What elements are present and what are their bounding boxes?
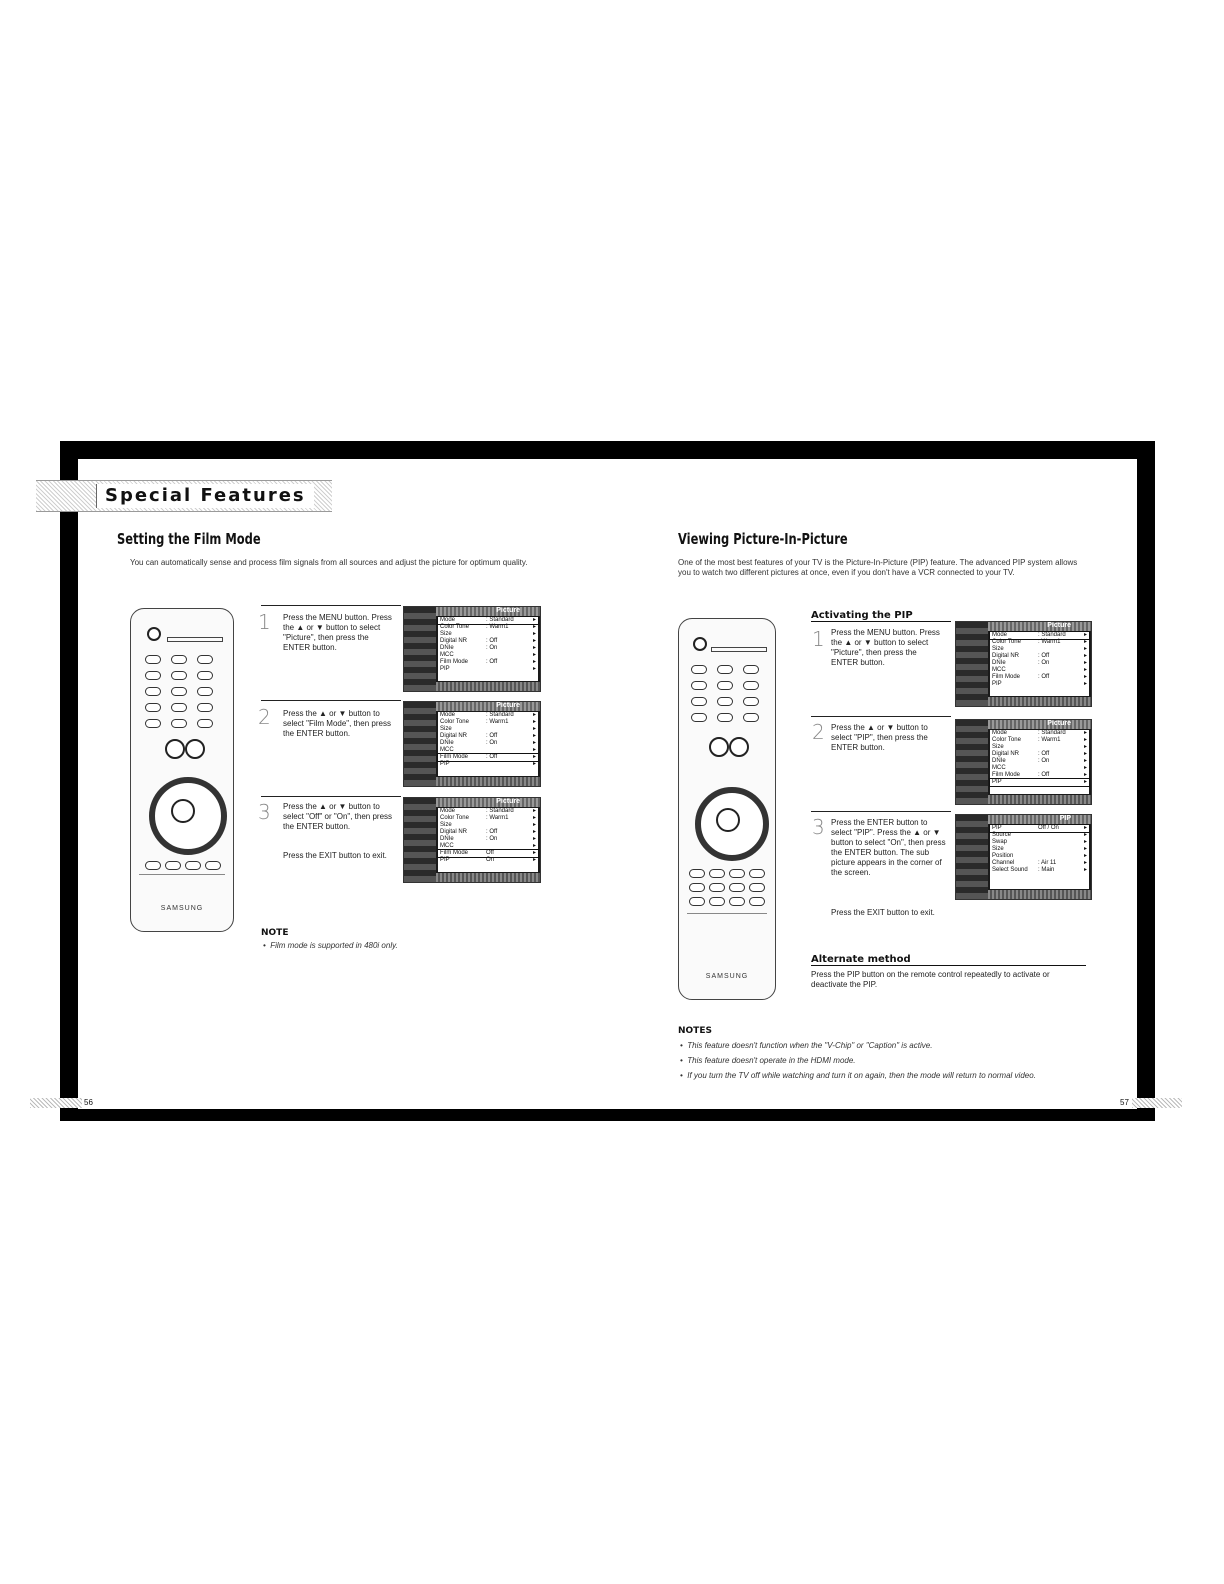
osd-menu-row bbox=[438, 740, 538, 747]
osd-menu-row bbox=[990, 737, 1089, 744]
osd-menu-row bbox=[990, 825, 1089, 832]
osd-menu-row bbox=[990, 667, 1089, 674]
osd-row-label: PIP bbox=[992, 825, 1002, 831]
osd-row-value: On bbox=[486, 857, 495, 863]
osd-row-label: Mode bbox=[440, 808, 456, 814]
osd-title: Picture bbox=[1047, 622, 1071, 629]
page-number: 57 bbox=[1120, 1098, 1129, 1107]
arrow-right-icon: ▸ bbox=[532, 638, 536, 644]
arrow-right-icon: ▸ bbox=[532, 761, 536, 767]
osd-row-value: : Off bbox=[486, 829, 498, 835]
osd-menu-row bbox=[438, 836, 538, 843]
osd-row-label: Digital NR bbox=[440, 733, 468, 739]
osd-row-value: : Off bbox=[1038, 772, 1050, 778]
step-number: 3 bbox=[812, 815, 825, 839]
osd-menu-row bbox=[438, 638, 538, 645]
osd-row-value: : Warm1 bbox=[486, 624, 509, 630]
osd-row-label: MCC bbox=[992, 765, 1006, 771]
step-text: Press the EXIT button to exit. bbox=[831, 908, 935, 917]
osd-row-value: : On bbox=[1038, 660, 1050, 666]
osd-menu-row bbox=[438, 822, 538, 829]
osd-row-label: DNIe bbox=[440, 836, 454, 842]
step-text: Press the EXIT button to exit. bbox=[283, 851, 387, 860]
step-number: 1 bbox=[258, 610, 271, 634]
osd-row-label: Size bbox=[440, 631, 452, 637]
arrow-right-icon: ▸ bbox=[1083, 779, 1087, 785]
arrow-right-icon: ▸ bbox=[1083, 646, 1087, 652]
osd-menu-row bbox=[438, 808, 538, 815]
arrow-right-icon: ▸ bbox=[532, 850, 536, 856]
osd-row-value: : Main bbox=[1038, 867, 1055, 873]
osd-row-label: Digital NR bbox=[440, 829, 468, 835]
osd-menu-row bbox=[438, 666, 538, 673]
arrow-right-icon: ▸ bbox=[532, 631, 536, 637]
osd-menu-row bbox=[438, 624, 538, 631]
page-tab bbox=[30, 1098, 82, 1108]
osd-menu-row bbox=[438, 712, 538, 719]
osd-menu-row bbox=[438, 733, 538, 740]
page-tab bbox=[1132, 1098, 1182, 1108]
arrow-right-icon: ▸ bbox=[532, 808, 536, 814]
osd-menu-row bbox=[990, 646, 1089, 653]
arrow-right-icon: ▸ bbox=[1083, 674, 1087, 680]
osd-menu-row bbox=[438, 659, 538, 666]
arrow-right-icon: ▸ bbox=[1083, 744, 1087, 750]
osd-row-value: : On bbox=[1038, 758, 1050, 764]
tv-menu-screen bbox=[403, 797, 541, 883]
osd-row-value: : Standard bbox=[486, 617, 514, 623]
osd-row-label: Mode bbox=[992, 632, 1008, 638]
tv-menu-screen bbox=[955, 719, 1092, 805]
step-number: 3 bbox=[258, 800, 271, 824]
arrow-right-icon: ▸ bbox=[532, 652, 536, 658]
section-title-band bbox=[36, 480, 332, 512]
osd-menu-row bbox=[990, 853, 1089, 860]
osd-row-label: DNIe bbox=[992, 758, 1006, 764]
osd-row-value: : On bbox=[486, 836, 498, 842]
spread-frame-bottom bbox=[60, 1109, 1155, 1121]
osd-row-value: : Warm1 bbox=[1038, 639, 1061, 645]
osd-row-label: Mode bbox=[992, 730, 1008, 736]
osd-row-value: : Warm1 bbox=[486, 815, 509, 821]
note-item: • If you turn the TV off while watching and turn it on again, then the mode will return to normal video. bbox=[680, 1071, 1036, 1080]
arrow-right-icon: ▸ bbox=[532, 754, 536, 760]
step-rule bbox=[261, 796, 401, 797]
arrow-right-icon: ▸ bbox=[532, 726, 536, 732]
osd-menu-row bbox=[438, 719, 538, 726]
osd-menu-row bbox=[990, 660, 1089, 667]
osd-row-label: Digital NR bbox=[992, 751, 1020, 757]
alternate-method-heading: Alternate method bbox=[811, 954, 1086, 966]
step-text: Press the ▲ or ▼ button to select "PIP", then press the ENTER button. bbox=[831, 723, 928, 752]
osd-menu-row bbox=[438, 645, 538, 652]
spread-frame-right bbox=[1137, 441, 1155, 1119]
arrow-right-icon: ▸ bbox=[532, 733, 536, 739]
note-item: • This feature doesn't function when the "V-Chip" or "Caption" is active. bbox=[680, 1041, 933, 1050]
osd-row-label: Source bbox=[992, 832, 1012, 838]
arrow-right-icon: ▸ bbox=[532, 740, 536, 746]
osd-row-label: Size bbox=[992, 744, 1004, 750]
spread-frame-top bbox=[60, 441, 1155, 459]
osd-row-label: Film Mode bbox=[440, 850, 469, 856]
osd-row-value: : Off bbox=[486, 638, 498, 644]
osd-menu-row bbox=[438, 850, 538, 857]
tv-menu-screen bbox=[955, 621, 1092, 707]
step-rule bbox=[261, 700, 401, 701]
osd-menu-row bbox=[990, 730, 1089, 737]
arrow-right-icon: ▸ bbox=[532, 659, 536, 665]
arrow-right-icon: ▸ bbox=[532, 666, 536, 672]
osd-row-value: : Warm1 bbox=[486, 719, 509, 725]
alternate-method-text: Press the PIP button on the remote control repeatedly to activate or deactivate the PIP. bbox=[811, 970, 1050, 989]
note-item: • This feature doesn't operate in the HDMI mode. bbox=[680, 1056, 856, 1065]
arrow-right-icon: ▸ bbox=[532, 712, 536, 718]
osd-row-label: Digital NR bbox=[440, 638, 468, 644]
osd-menu-row bbox=[990, 772, 1089, 779]
notes-heading: NOTES bbox=[678, 1026, 712, 1036]
osd-row-label: Size bbox=[992, 646, 1004, 652]
osd-menu-row bbox=[438, 747, 538, 754]
osd-row-label: Color Tone bbox=[440, 624, 469, 630]
tv-menu-screen bbox=[955, 814, 1092, 900]
left-heading: Setting the Film Mode bbox=[117, 530, 261, 548]
osd-row-label: PIP bbox=[440, 761, 450, 767]
osd-row-label: PIP bbox=[992, 779, 1002, 785]
osd-menu-row bbox=[990, 867, 1089, 874]
arrow-right-icon: ▸ bbox=[1083, 860, 1087, 866]
osd-menu-row bbox=[438, 857, 538, 864]
osd-menu-row bbox=[438, 754, 538, 761]
remote-control-illustration bbox=[130, 608, 234, 932]
osd-menu-row bbox=[990, 758, 1089, 765]
arrow-right-icon: ▸ bbox=[1083, 853, 1087, 859]
step-number: 1 bbox=[812, 627, 825, 651]
osd-row-value: Off / On bbox=[1038, 825, 1059, 831]
step-number: 2 bbox=[812, 720, 825, 744]
osd-row-value: : Standard bbox=[1038, 632, 1066, 638]
osd-row-label: Select Sound bbox=[992, 867, 1028, 873]
osd-row-value: : Warm1 bbox=[1038, 737, 1061, 743]
osd-menu-row bbox=[438, 829, 538, 836]
osd-row-label: Mode bbox=[440, 617, 456, 623]
osd-menu-row bbox=[990, 860, 1089, 867]
arrow-right-icon: ▸ bbox=[1083, 639, 1087, 645]
osd-row-label: Film Mode bbox=[992, 772, 1021, 778]
arrow-right-icon: ▸ bbox=[532, 843, 536, 849]
arrow-right-icon: ▸ bbox=[1083, 772, 1087, 778]
right-heading: Viewing Picture-In-Picture bbox=[678, 530, 848, 548]
osd-row-label: Film Mode bbox=[440, 659, 469, 665]
osd-row-label: Size bbox=[992, 846, 1004, 852]
arrow-right-icon: ▸ bbox=[1083, 632, 1087, 638]
osd-row-label: PIP bbox=[992, 681, 1002, 687]
osd-row-label: Mode bbox=[440, 712, 456, 718]
osd-menu-row bbox=[990, 674, 1089, 681]
step-rule bbox=[261, 605, 401, 606]
osd-row-label: MCC bbox=[440, 747, 454, 753]
osd-row-value: : Off bbox=[1038, 653, 1050, 659]
arrow-right-icon: ▸ bbox=[532, 747, 536, 753]
osd-row-label: MCC bbox=[440, 652, 454, 658]
step-text: Press the MENU button. Press the ▲ or ▼ button to select "Picture", then press the ENTER button. bbox=[283, 613, 392, 652]
osd-menu-row bbox=[990, 779, 1089, 786]
arrow-right-icon: ▸ bbox=[1083, 765, 1087, 771]
section-title: Special Features bbox=[96, 484, 314, 508]
osd-menu-row bbox=[438, 815, 538, 822]
osd-row-label: Color Tone bbox=[440, 815, 469, 821]
osd-menu-row bbox=[990, 846, 1089, 853]
osd-row-label: Swap bbox=[992, 839, 1008, 845]
osd-menu-row bbox=[438, 617, 538, 624]
osd-row-value: : Off bbox=[1038, 674, 1050, 680]
osd-row-label: Position bbox=[992, 853, 1014, 859]
osd-row-label: DNIe bbox=[440, 740, 454, 746]
osd-row-label: Size bbox=[440, 726, 452, 732]
step-text: Press the ▲ or ▼ button to select "Off" or "On", then press the ENTER button. bbox=[283, 802, 393, 831]
step-rule bbox=[811, 811, 951, 812]
osd-row-value: : Off bbox=[486, 754, 498, 760]
remote-control-illustration bbox=[678, 618, 776, 1000]
step-text: Press the ▲ or ▼ button to select "Film Mode", then press the ENTER button. bbox=[283, 709, 391, 738]
remote-brand: SAMSUNG bbox=[160, 905, 204, 912]
osd-row-label: MCC bbox=[992, 667, 1006, 673]
arrow-right-icon: ▸ bbox=[1083, 653, 1087, 659]
osd-menu-row bbox=[990, 632, 1089, 639]
osd-row-value: : Off bbox=[486, 733, 498, 739]
arrow-right-icon: ▸ bbox=[1083, 660, 1087, 666]
osd-row-label: Color Tone bbox=[440, 719, 469, 725]
osd-menu-row bbox=[990, 832, 1089, 839]
arrow-right-icon: ▸ bbox=[1083, 832, 1087, 838]
arrow-right-icon: ▸ bbox=[1083, 839, 1087, 845]
arrow-right-icon: ▸ bbox=[532, 645, 536, 651]
osd-row-value: : On bbox=[486, 645, 498, 651]
osd-row-label: Channel bbox=[992, 860, 1015, 866]
osd-menu-row bbox=[438, 726, 538, 733]
note-heading: NOTE bbox=[261, 928, 289, 938]
arrow-right-icon: ▸ bbox=[532, 815, 536, 821]
step-text: Press the ENTER button to select "PIP". Press the ▲ or ▼ button to select "On", then press the ENTER button. The sub picture appears in the corner of the screen. bbox=[831, 818, 946, 877]
arrow-right-icon: ▸ bbox=[532, 829, 536, 835]
osd-title: Picture bbox=[496, 607, 520, 614]
arrow-right-icon: ▸ bbox=[532, 719, 536, 725]
osd-row-label: DNIe bbox=[992, 660, 1006, 666]
arrow-right-icon: ▸ bbox=[1083, 667, 1087, 673]
step-text: Press the MENU button. Press the ▲ or ▼ button to select "Picture", then press the ENTER button. bbox=[831, 628, 940, 667]
arrow-right-icon: ▸ bbox=[1083, 681, 1087, 687]
osd-row-value: : On bbox=[486, 740, 498, 746]
activating-pip-heading: Activating the PIP bbox=[811, 610, 951, 622]
spread-frame-left bbox=[60, 441, 78, 1119]
arrow-right-icon: ▸ bbox=[1083, 867, 1087, 873]
arrow-right-icon: ▸ bbox=[532, 836, 536, 842]
osd-title: Picture bbox=[1047, 720, 1071, 727]
arrow-right-icon: ▸ bbox=[532, 822, 536, 828]
osd-row-label: MCC bbox=[440, 843, 454, 849]
osd-menu-row bbox=[438, 631, 538, 638]
osd-menu-row bbox=[990, 639, 1089, 646]
arrow-right-icon: ▸ bbox=[1083, 846, 1087, 852]
arrow-right-icon: ▸ bbox=[532, 857, 536, 863]
osd-row-label: Film Mode bbox=[440, 754, 469, 760]
osd-row-value: Off bbox=[486, 850, 494, 856]
tv-menu-screen bbox=[403, 701, 541, 787]
osd-row-value: : Standard bbox=[1038, 730, 1066, 736]
osd-menu-row bbox=[990, 681, 1089, 688]
osd-menu-row bbox=[438, 761, 538, 768]
osd-row-value: : Standard bbox=[486, 712, 514, 718]
arrow-right-icon: ▸ bbox=[532, 624, 536, 630]
arrow-right-icon: ▸ bbox=[1083, 737, 1087, 743]
osd-title: Picture bbox=[496, 798, 520, 805]
right-intro: One of the most best features of your TV is the Picture-In-Picture (PIP) feature. The advanced PIP system allows you to watch two different pictures at once, even if you don't have a VCR connected to your TV. bbox=[678, 558, 1078, 577]
remote-brand: SAMSUNG bbox=[705, 973, 749, 980]
osd-row-label: Digital NR bbox=[992, 653, 1020, 659]
osd-row-label: PIP bbox=[440, 666, 450, 672]
osd-row-value: : Off bbox=[1038, 751, 1050, 757]
osd-row-label: DNIe bbox=[440, 645, 454, 651]
osd-menu-row bbox=[990, 744, 1089, 751]
note-item: • Film mode is supported in 480i only. bbox=[263, 941, 398, 950]
arrow-right-icon: ▸ bbox=[1083, 751, 1087, 757]
osd-row-value: : Off bbox=[486, 659, 498, 665]
arrow-right-icon: ▸ bbox=[1083, 758, 1087, 764]
osd-row-label: Color Tone bbox=[992, 639, 1021, 645]
osd-title: PIP bbox=[1059, 815, 1071, 822]
osd-row-label: Size bbox=[440, 822, 452, 828]
step-rule bbox=[811, 716, 951, 717]
osd-row-value: : Standard bbox=[486, 808, 514, 814]
tv-menu-screen bbox=[403, 606, 541, 692]
step-number: 2 bbox=[258, 705, 271, 729]
osd-row-value: : Air 11 bbox=[1038, 860, 1057, 866]
osd-menu-row bbox=[438, 843, 538, 850]
osd-row-label: PIP bbox=[440, 857, 450, 863]
osd-menu-row bbox=[990, 765, 1089, 772]
osd-row-label: Film Mode bbox=[992, 674, 1021, 680]
osd-title: Picture bbox=[496, 702, 520, 709]
arrow-right-icon: ▸ bbox=[532, 617, 536, 623]
osd-menu-row bbox=[990, 839, 1089, 846]
left-intro: You can automatically sense and process film signals from all sources and adjust the picture for optimum quality. bbox=[130, 558, 528, 567]
osd-menu-row bbox=[990, 751, 1089, 758]
arrow-right-icon: ▸ bbox=[1083, 730, 1087, 736]
osd-row-label: Color Tone bbox=[992, 737, 1021, 743]
arrow-right-icon: ▸ bbox=[1083, 825, 1087, 831]
osd-menu-row bbox=[990, 653, 1089, 660]
osd-menu-row bbox=[438, 652, 538, 659]
page-number: 56 bbox=[84, 1098, 93, 1107]
